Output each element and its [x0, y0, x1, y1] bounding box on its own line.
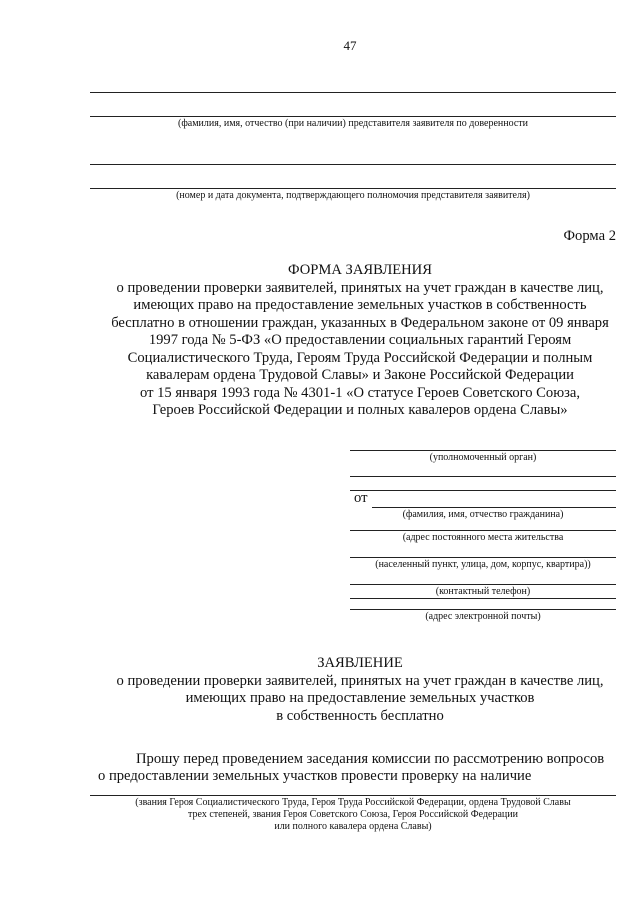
- residence-line[interactable]: [350, 530, 616, 531]
- authority-caption: (уполномоченный орган): [429, 452, 537, 463]
- rep-name-line-2[interactable]: [90, 116, 616, 117]
- statement-line: о проведении проверки заявителей, принятых на учет граждан в качестве лиц,: [116, 672, 604, 689]
- rep-name-line-1[interactable]: [90, 92, 616, 93]
- form-title-line: 1997 года № 5-ФЗ «О предоставлении социальных гарантий Героям: [148, 332, 572, 348]
- authority-line[interactable]: [350, 450, 616, 451]
- form-title-line: кавалерам ордена Трудовой Славы» и Законе Российской Федерации: [146, 367, 574, 383]
- body-line-2: о предоставлении земельных участков провести проверку на наличие: [98, 768, 532, 784]
- from-label: от: [354, 490, 368, 506]
- body-line-1: Прошу перед проведением заседания комиссии по рассмотрению вопросов: [136, 751, 605, 767]
- phone-line[interactable]: [350, 584, 616, 585]
- phone-caption: (контактный телефон): [435, 586, 531, 597]
- rep-doc-caption: (номер и дата документа, подтверждающего полномочия представителя заявителя): [176, 190, 530, 201]
- titles-caption: [90, 797, 616, 833]
- rep-doc-line-1[interactable]: [90, 164, 616, 165]
- form-title-line: о проведении проверки заявителей, принятых на учет граждан в качестве лиц,: [116, 279, 604, 296]
- rep-name-caption: (фамилия, имя, отчество (при наличии) представителя заявителя по доверенности: [177, 118, 529, 129]
- titles-caption-line: или полного кавалера ордена Славы): [274, 821, 432, 832]
- statement-line: имеющих право на предоставление земельных участков: [185, 690, 535, 706]
- applicant-name-caption: (фамилия, имя, отчество гражданина): [402, 509, 564, 520]
- titles-line[interactable]: [90, 795, 616, 796]
- rep-doc-line-2[interactable]: [90, 188, 616, 189]
- email-line[interactable]: [350, 609, 616, 610]
- titles-caption-line: (звания Героя Социалистического Труда, Героя Труда Российской Федерации, ордена Трудовой Славы: [135, 797, 571, 808]
- form-title-block: [40, 262, 640, 420]
- applicant-name-line[interactable]: [372, 507, 616, 508]
- authority-line-2[interactable]: [350, 476, 616, 477]
- applicant-name-line-top[interactable]: [350, 490, 616, 491]
- form-label: Форма 2: [563, 228, 616, 244]
- statement-heading: ЗАЯВЛЕНИЕ: [317, 655, 403, 671]
- form-title-line: от 15 января 1993 года № 4301-1 «О статусе Героев Советского Союза,: [139, 384, 581, 401]
- residence-caption: (адрес постоянного места жительства: [402, 532, 564, 543]
- form-title-line: Социалистического Труда, Героям Труда Российской Федерации и полным: [127, 349, 593, 366]
- statement-block: [40, 655, 640, 725]
- email-caption: (адрес электронной почты): [425, 611, 541, 622]
- locality-caption: (населенный пункт, улица, дом, корпус, квартира)): [375, 559, 591, 570]
- page-number: 47: [343, 38, 357, 53]
- email-line-top[interactable]: [350, 598, 616, 599]
- form-title-line: Героев Российской Федерации и полных кавалеров ордена Славы»: [152, 402, 568, 418]
- titles-caption-line: трех степеней, звания Героя Советского Союза, Героя Российской Федерации: [188, 809, 518, 820]
- form-title-line: бесплатно в отношении граждан, указанных в Федеральном законе от 09 января: [111, 314, 609, 331]
- locality-line[interactable]: [350, 557, 616, 558]
- form-title-heading: ФОРМА ЗАЯВЛЕНИЯ: [288, 262, 432, 278]
- statement-line: в собственность бесплатно: [276, 707, 444, 724]
- form-title-line: имеющих право на предоставление земельных участков в собственность: [133, 297, 587, 313]
